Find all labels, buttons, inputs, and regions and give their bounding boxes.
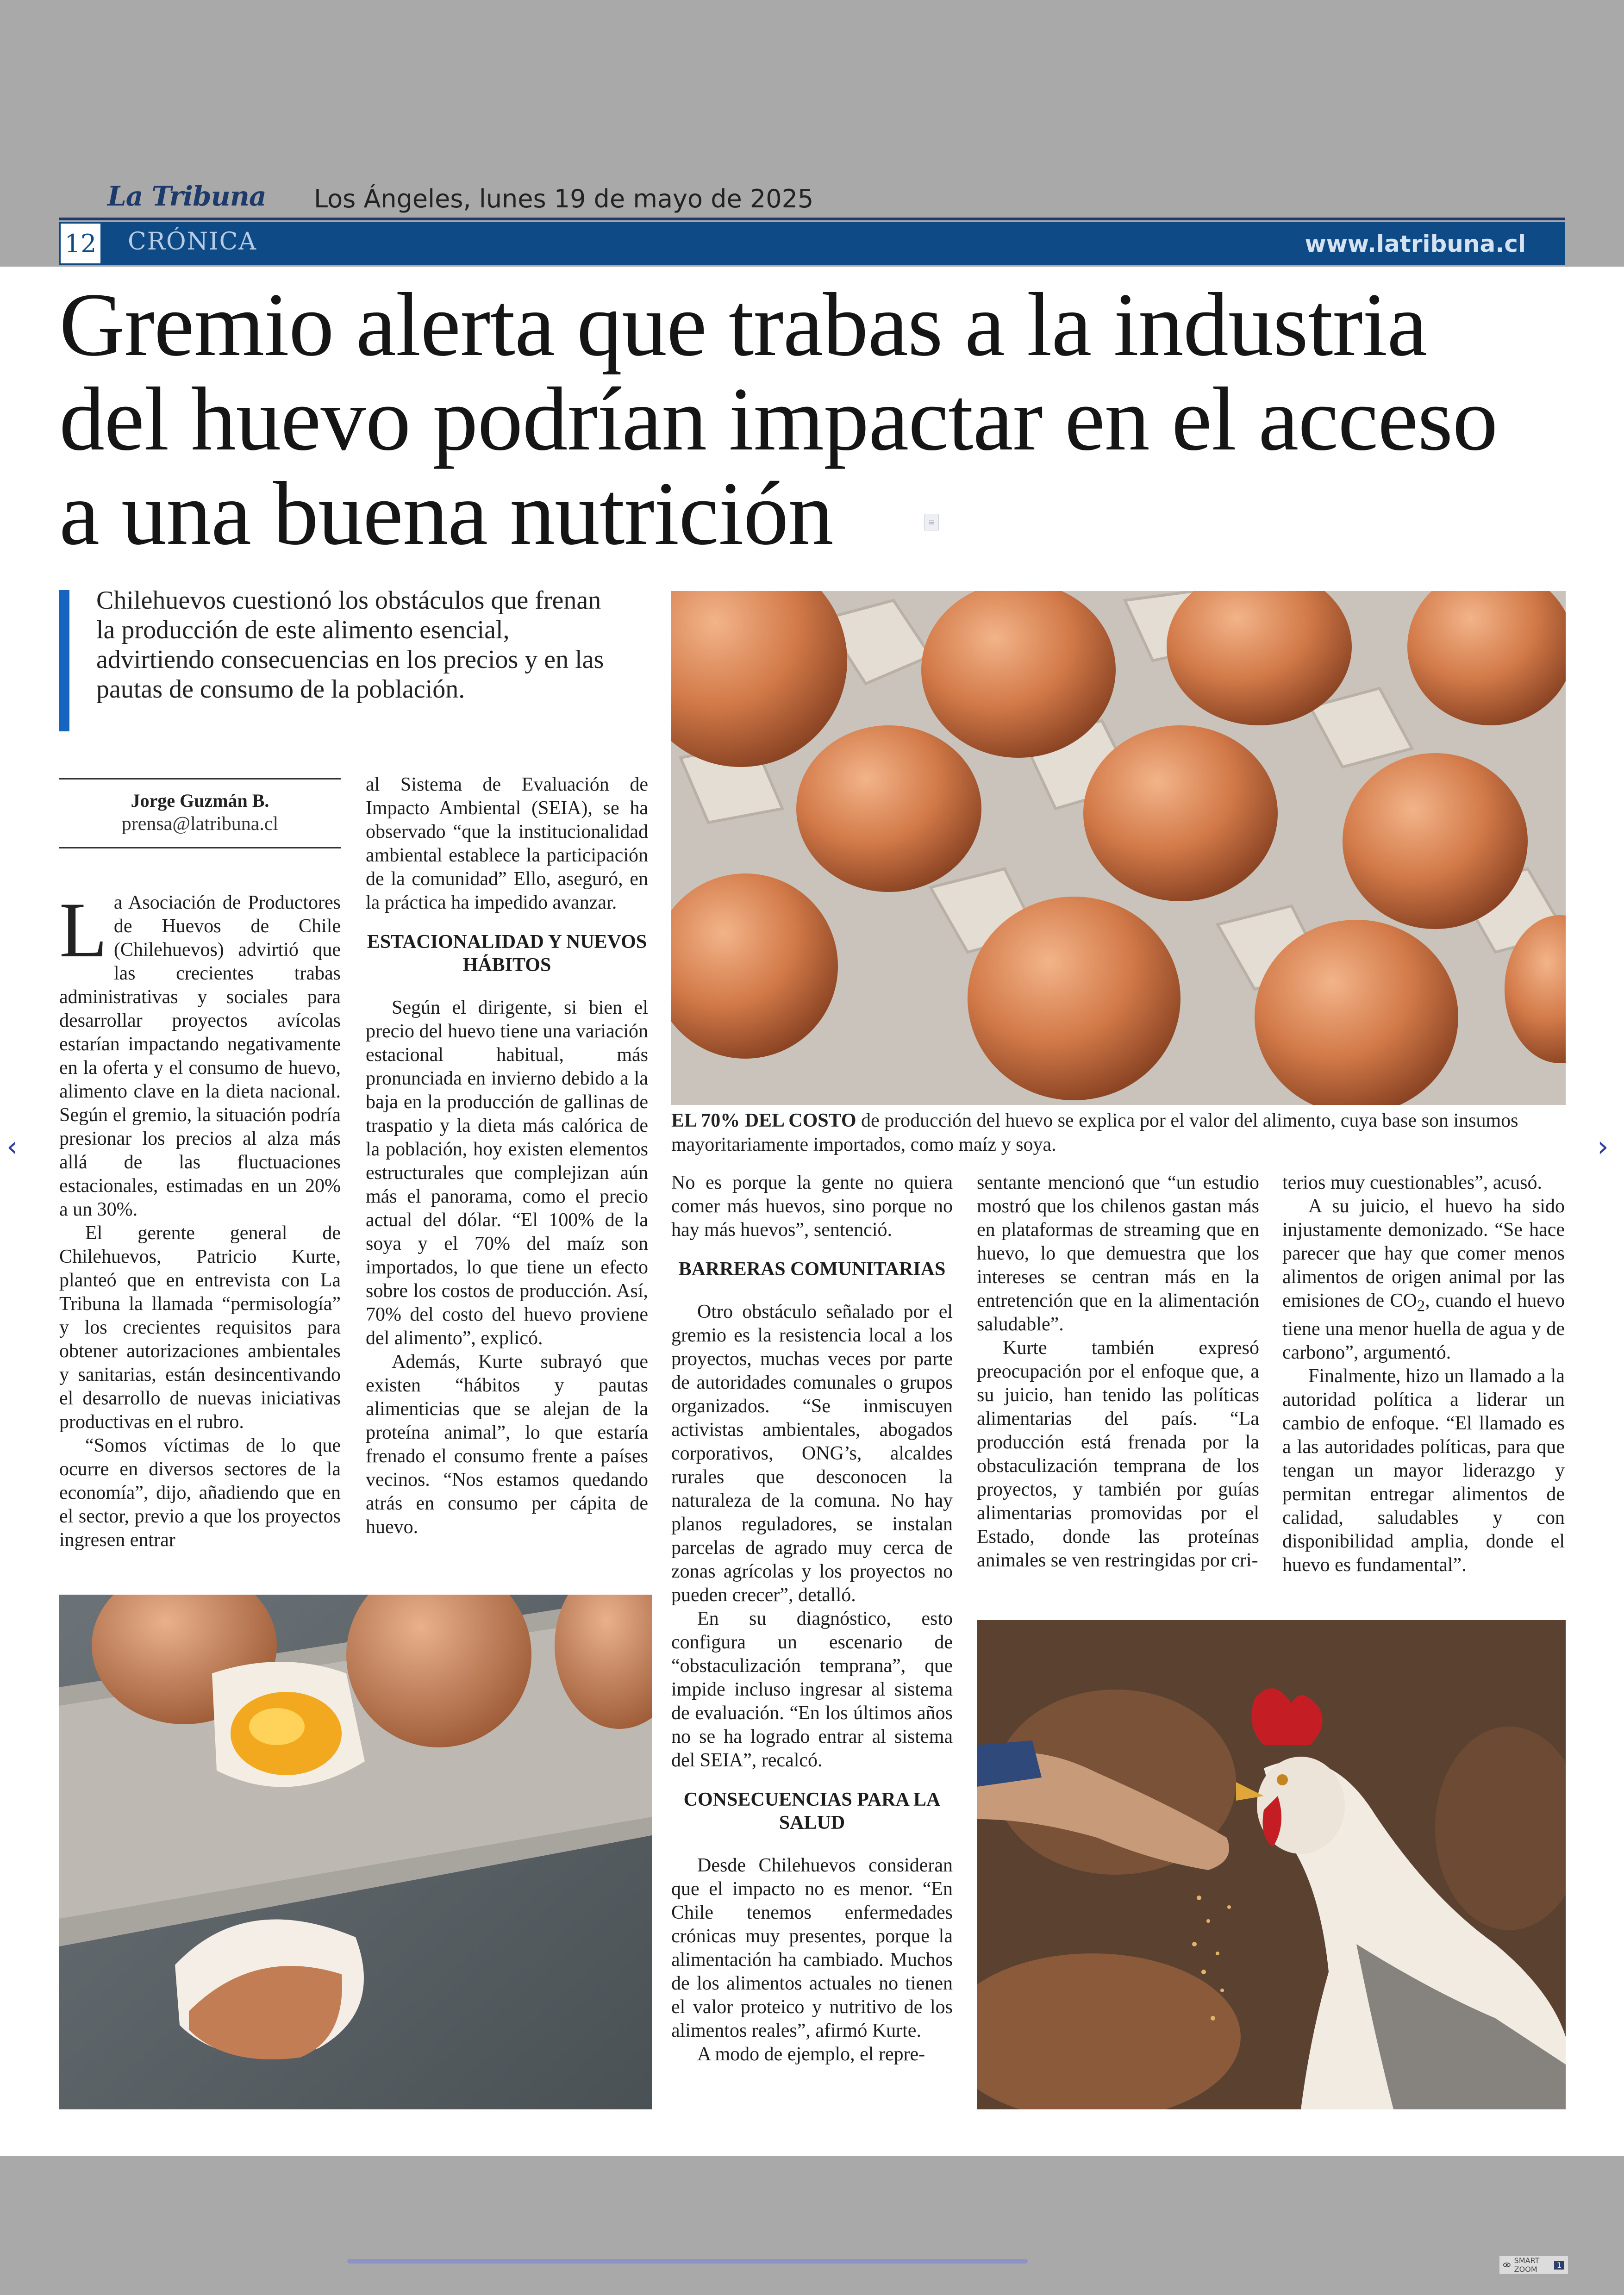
article-paragraph: terios muy cuestionables”, acusó. bbox=[1282, 1172, 1543, 1193]
subheading: BARRERAS COMUNITARIAS bbox=[678, 1259, 946, 1280]
article-paragraph: al Sistema de Evaluación de Impacto Ambiental (SEIA), se ha observado “que la institucionalidad ambiental establece la participación de la comunidad” Ello, aseguró, en la práctica ha impedido avanzar. bbox=[366, 774, 648, 913]
prev-page-arrow[interactable]: ‹ bbox=[6, 1129, 18, 1163]
page-number: 12 bbox=[59, 222, 102, 265]
article-paragraph: “Somos víctimas de lo que ocurre en diversos sectores de la economía”, dijo, añadiendo que en el sector, previo a que los proyectos ingresen entrar bbox=[59, 1435, 341, 1551]
next-page-arrow[interactable]: › bbox=[1597, 1129, 1609, 1163]
article-paragraph: Según el dirigente, si bien el precio del huevo tiene una variación estacional habitual, más pronunciada en invierno debido a la baja en la producción de gallinas de traspatio y la dieta más calórica de la población, hoy existen elementos estructurales que complejizan aún más el panorama, como el precio actual del dólar. “El 100% de la soya y el 70% del maíz son importados, lo que tiene un efecto sobre los costos de producción. Así, 70% del costo del huevo proviene del alimento”, explicó. bbox=[366, 997, 648, 1349]
byline-email[interactable]: prensa@latribuna.cl bbox=[121, 813, 279, 835]
article-paragraph: En su diagnóstico, esto configura un escenario de “obstaculización temprana”, que impide incluso ingresar al sistema de evaluación. “En los últimos años no se ha logrado entrar al sistema del SEIA”, recalcó. bbox=[671, 1608, 953, 1771]
hen-feeding-illustration bbox=[977, 1620, 1566, 2109]
article-paragraph: Finalmente, hizo un llamado a la autoridad política a liderar un cambio de enfoque. “El llamado es a las autoridades políticas, para que tengan un mayor liderazgo y permitan entregar alimentos de calidad, saludables y con disponibilidad amplia, donde el huevo es fundamental”. bbox=[1282, 1366, 1565, 1576]
article-paragraph: sentante mencionó que “un estudio mostró que los chilenos gastan más en plataformas de streaming que en huevo, lo que demuestra que los intereses se centran más en la entretención que en la alimentación saludable”. bbox=[977, 1172, 1259, 1335]
article-paragraph: Desde Chilehuevos consideran que el impacto no es menor. “En Chile tenemos enfermedades crónicas muy presentes, porque la alimentación ha cambiado. Muchos de los alimentos actuales no tienen el valor proteico y nutritivo de los alimentos reales”, afirmó Kurte. bbox=[671, 1855, 953, 2041]
drop-cap: L bbox=[59, 886, 107, 973]
eye-icon bbox=[1503, 2262, 1511, 2268]
article-paragraph: La Asociación de Productores de Huevos de Chile (Chilehuevos) advirtió que las crecientes trabas administrativas y sociales para desarrollar proyectos avícolas estarían impactando negativamente en la oferta y el consumo de huevo, alimento clave en la dieta nacional. Según el gremio, la situación podría presionar los precios al alza más allá de las fluctuaciones estacionales, estimadas en un 20% a un 30%. bbox=[59, 886, 341, 1220]
article-paragraph: Otro obstáculo señalado por el gremio es la resistencia local a los proyectos, muchas veces por parte de autoridades comunales o grupos organizados. “Se inmiscuyen activistas ambientales, abogados corporativos, ONG’s, alcaldes rurales que desconocen la naturaleza de la comuna. No hay planos reguladores, se instalan parcelas de agrado muy cerca de zonas agrícolas y los proyectos no pueden crecer”, detalló. bbox=[671, 1301, 953, 1606]
dek-accent-bar bbox=[59, 590, 69, 731]
site-url[interactable]: www.latribuna.cl bbox=[1305, 231, 1526, 257]
subheading: CONSECUENCIAS PARA LA SALUD bbox=[683, 1789, 941, 1834]
hen-feeding-photo bbox=[977, 1620, 1566, 2109]
dateline: Los Ángeles, lunes 19 de mayo de 2025 bbox=[314, 184, 814, 213]
byline-name: Jorge Guzmán B. bbox=[131, 790, 269, 811]
smart-zoom-page: 1 bbox=[1554, 2261, 1564, 2270]
broken-egg-photo bbox=[59, 1595, 652, 2109]
subheading: ESTACIONALIDAD Y NUEVOS HÁBITOS bbox=[367, 931, 647, 976]
article-column-2 bbox=[366, 773, 648, 1539]
masthead-rule bbox=[59, 218, 1565, 220]
headline bbox=[59, 274, 1568, 564]
article-paragraph: Kurte también expresó preocupación por el enfoque que, a su juicio, han tenido las políticas alimentarias del país. “La producción está frenada por la obstaculización temprana de los proyectos, y también por guías alimentarias promovidas por el Estado, donde las proteínas animales se ven restringidas por cri- bbox=[977, 1337, 1259, 1571]
article-column-5 bbox=[1282, 1171, 1565, 1577]
article-paragraph: Además, Kurte subrayó que existen “hábitos y pautas alimenticias que se alejan de la proteína animal”, lo que estaría frenado el consumo frente a países vecinos. “Nos estamos quedando atrás en consumo per cápita de huevo. bbox=[366, 1351, 648, 1538]
byline-rule bbox=[59, 847, 341, 848]
comment-icon[interactable]: ≡ bbox=[924, 514, 939, 530]
eggs-carton-illustration bbox=[671, 591, 1566, 1105]
page-scrollbar[interactable] bbox=[347, 2259, 1028, 2264]
article-paragraph: A modo de ejemplo, el repre- bbox=[697, 2044, 925, 2065]
section-name: CRÓNICA bbox=[128, 228, 257, 256]
article-column-3 bbox=[671, 1171, 953, 2066]
article-paragraph: A su juicio, el huevo ha sido injustamente demonizado. “Se hace parecer que hay que comer menos alimentos de origen animal por las emisiones de $CO_2$, cuando el huevo tiene una menor huella de agua y de carbono”, argumentó. bbox=[1282, 1196, 1565, 1364]
newspaper-logo: La Tribuna bbox=[107, 181, 266, 212]
photo-caption: EL 70% DEL COSTO de producción del huevo se explica por el valor del alimento, cuya base son insumos mayoritariamente importados, como maíz y soya. bbox=[671, 1110, 1518, 1155]
article-column-4 bbox=[977, 1171, 1259, 1572]
article-column-1 bbox=[59, 886, 341, 1552]
dek: Chilehuevos cuestionó los obstáculos que frenan la producción de este alimento esencial, advirtiendo consecuencias en los precios y en las pautas de consumo de la población. bbox=[96, 586, 604, 704]
byline-rule bbox=[59, 778, 341, 780]
headline-line: del huevo podrían impactar en el acceso bbox=[59, 369, 1498, 469]
eggs-carton-photo bbox=[671, 591, 1566, 1105]
broken-egg-illustration bbox=[59, 1595, 652, 2109]
smart-zoom-label: SMART ZOOM bbox=[1514, 2256, 1540, 2274]
article-paragraph: El gerente general de Chilehuevos, Patricio Kurte, planteó que en entrevista con La Tribuna la llamada “permisología” y los crecientes requisitos para obtener autorizaciones ambientales y sanitarias, están desincentivando el desarrollo de nuevas iniciativas productivas en el rubro. bbox=[59, 1222, 341, 1433]
headline-line: a una buena nutrición bbox=[59, 463, 833, 564]
article-paragraph: No es porque la gente no quiera comer más huevos, sino porque no hay más huevos”, sentenció. bbox=[671, 1172, 953, 1241]
headline-line: Gremio alerta que trabas a la industria bbox=[59, 274, 1427, 375]
smart-zoom-button[interactable] bbox=[1499, 2256, 1568, 2274]
